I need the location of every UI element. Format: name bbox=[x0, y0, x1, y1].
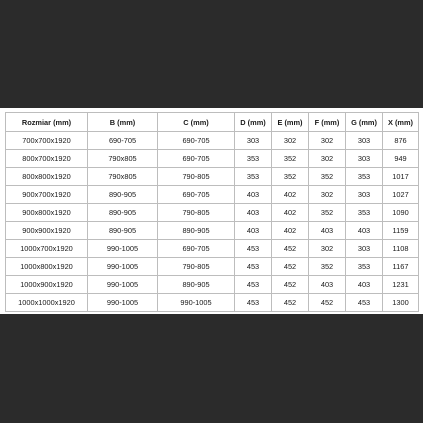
cell-b: 990-1005 bbox=[88, 294, 158, 312]
cell-size: 900x700x1920 bbox=[6, 186, 88, 204]
cell-c: 690-705 bbox=[158, 150, 235, 168]
cell-b: 890-905 bbox=[88, 186, 158, 204]
cell-b: 890-905 bbox=[88, 222, 158, 240]
cell-size: 1000x900x1920 bbox=[6, 276, 88, 294]
cell-g: 353 bbox=[346, 168, 383, 186]
header-g: G (mm) bbox=[346, 113, 383, 132]
dimensions-sheet bbox=[0, 108, 423, 314]
cell-f: 352 bbox=[309, 258, 346, 276]
cell-g: 403 bbox=[346, 222, 383, 240]
cell-c: 890-905 bbox=[158, 222, 235, 240]
table-row bbox=[6, 132, 419, 150]
table-row bbox=[6, 204, 419, 222]
cell-f: 452 bbox=[309, 294, 346, 312]
cell-b: 990-1005 bbox=[88, 258, 158, 276]
cell-d: 453 bbox=[235, 276, 272, 294]
cell-e: 402 bbox=[272, 186, 309, 204]
cell-size: 900x900x1920 bbox=[6, 222, 88, 240]
cell-f: 302 bbox=[309, 150, 346, 168]
header-d: D (mm) bbox=[235, 113, 272, 132]
cell-f: 403 bbox=[309, 222, 346, 240]
cell-g: 303 bbox=[346, 150, 383, 168]
cell-e: 452 bbox=[272, 294, 309, 312]
cell-c: 690-705 bbox=[158, 132, 235, 150]
cell-c: 890-905 bbox=[158, 276, 235, 294]
table-row bbox=[6, 258, 419, 276]
cell-g: 303 bbox=[346, 132, 383, 150]
cell-f: 352 bbox=[309, 204, 346, 222]
cell-g: 303 bbox=[346, 240, 383, 258]
dimensions-table bbox=[5, 112, 419, 312]
table-row bbox=[6, 294, 419, 312]
cell-d: 403 bbox=[235, 186, 272, 204]
cell-e: 352 bbox=[272, 150, 309, 168]
cell-x: 1108 bbox=[383, 240, 419, 258]
cell-f: 302 bbox=[309, 240, 346, 258]
header-x: X (mm) bbox=[383, 113, 419, 132]
cell-c: 790-805 bbox=[158, 258, 235, 276]
cell-x: 1300 bbox=[383, 294, 419, 312]
cell-b: 690-705 bbox=[88, 132, 158, 150]
cell-e: 402 bbox=[272, 204, 309, 222]
cell-e: 452 bbox=[272, 276, 309, 294]
table-row bbox=[6, 168, 419, 186]
cell-x: 1159 bbox=[383, 222, 419, 240]
header-b: B (mm) bbox=[88, 113, 158, 132]
cell-b: 890-905 bbox=[88, 204, 158, 222]
cell-f: 403 bbox=[309, 276, 346, 294]
cell-e: 452 bbox=[272, 240, 309, 258]
cell-g: 453 bbox=[346, 294, 383, 312]
cell-c: 790-805 bbox=[158, 204, 235, 222]
header-f: F (mm) bbox=[309, 113, 346, 132]
cell-size: 1000x700x1920 bbox=[6, 240, 88, 258]
cell-x: 1027 bbox=[383, 186, 419, 204]
cell-x: 949 bbox=[383, 150, 419, 168]
cell-d: 403 bbox=[235, 222, 272, 240]
cell-size: 800x700x1920 bbox=[6, 150, 88, 168]
cell-size: 900x800x1920 bbox=[6, 204, 88, 222]
cell-x: 1167 bbox=[383, 258, 419, 276]
cell-g: 353 bbox=[346, 258, 383, 276]
cell-d: 453 bbox=[235, 294, 272, 312]
cell-d: 453 bbox=[235, 258, 272, 276]
cell-b: 990-1005 bbox=[88, 240, 158, 258]
cell-size: 1000x1000x1920 bbox=[6, 294, 88, 312]
cell-g: 303 bbox=[346, 186, 383, 204]
cell-c: 690-705 bbox=[158, 240, 235, 258]
cell-b: 990-1005 bbox=[88, 276, 158, 294]
table-row bbox=[6, 186, 419, 204]
cell-e: 452 bbox=[272, 258, 309, 276]
table-header-row bbox=[6, 113, 419, 132]
cell-b: 790x805 bbox=[88, 150, 158, 168]
header-c: C (mm) bbox=[158, 113, 235, 132]
cell-f: 302 bbox=[309, 186, 346, 204]
header-size: Rozmiar (mm) bbox=[6, 113, 88, 132]
table-row bbox=[6, 150, 419, 168]
table-row bbox=[6, 276, 419, 294]
cell-d: 353 bbox=[235, 168, 272, 186]
cell-g: 403 bbox=[346, 276, 383, 294]
cell-x: 1231 bbox=[383, 276, 419, 294]
cell-f: 302 bbox=[309, 132, 346, 150]
cell-b: 790x805 bbox=[88, 168, 158, 186]
cell-d: 353 bbox=[235, 150, 272, 168]
cell-d: 303 bbox=[235, 132, 272, 150]
cell-size: 1000x800x1920 bbox=[6, 258, 88, 276]
cell-e: 402 bbox=[272, 222, 309, 240]
cell-size: 700x700x1920 bbox=[6, 132, 88, 150]
cell-e: 302 bbox=[272, 132, 309, 150]
cell-c: 990-1005 bbox=[158, 294, 235, 312]
cell-c: 690-705 bbox=[158, 186, 235, 204]
cell-c: 790-805 bbox=[158, 168, 235, 186]
cell-g: 353 bbox=[346, 204, 383, 222]
cell-x: 1017 bbox=[383, 168, 419, 186]
header-e: E (mm) bbox=[272, 113, 309, 132]
cell-size: 800x800x1920 bbox=[6, 168, 88, 186]
table-row bbox=[6, 222, 419, 240]
cell-x: 1090 bbox=[383, 204, 419, 222]
table-row bbox=[6, 240, 419, 258]
cell-e: 352 bbox=[272, 168, 309, 186]
cell-d: 453 bbox=[235, 240, 272, 258]
cell-x: 876 bbox=[383, 132, 419, 150]
cell-d: 403 bbox=[235, 204, 272, 222]
cell-f: 352 bbox=[309, 168, 346, 186]
